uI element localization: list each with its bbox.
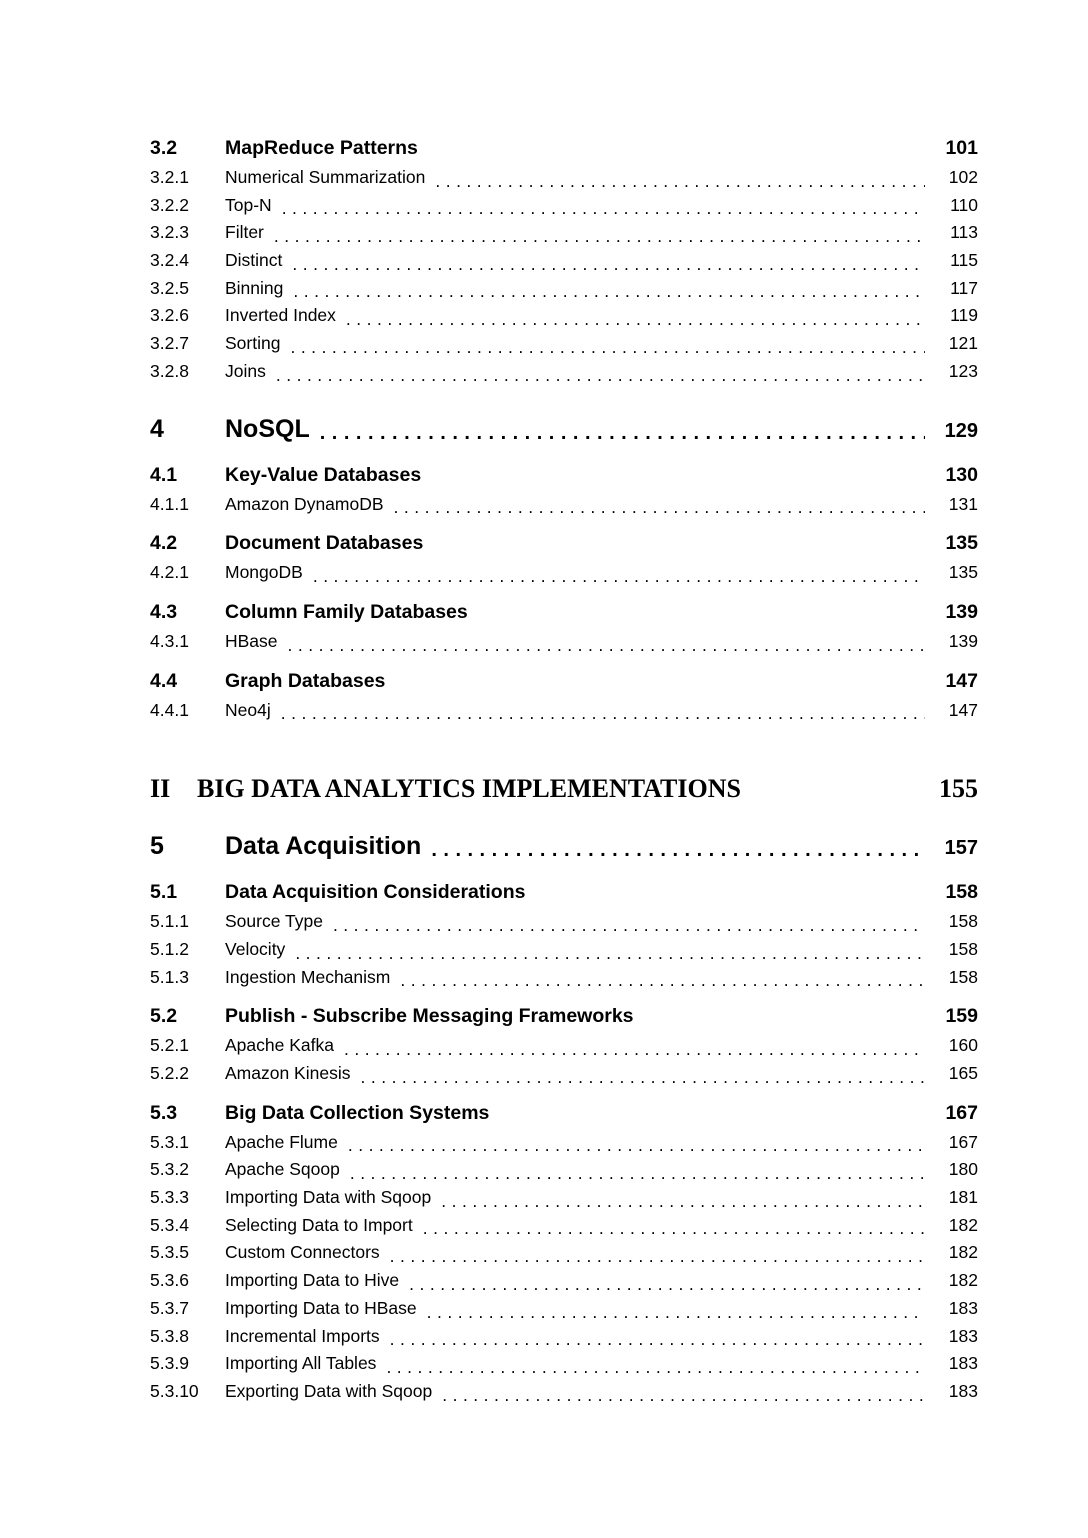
entry-page: 167 xyxy=(945,1101,978,1124)
entry-number: 3.2.7 xyxy=(150,333,189,354)
entry-number: 5.3.8 xyxy=(150,1325,189,1346)
entry-page: 182 xyxy=(948,1270,978,1291)
entry-page: 165 xyxy=(948,1063,978,1083)
entry-page: 183 xyxy=(948,1353,978,1374)
entry-title: Joins xyxy=(225,360,266,381)
toc-entry xyxy=(150,415,978,451)
toc-entry xyxy=(150,1159,978,1187)
entry-title: Distinct xyxy=(225,250,283,271)
dot-leader xyxy=(288,631,925,659)
dot-leader xyxy=(293,278,925,306)
toc-entry xyxy=(150,305,978,333)
entry-number: 5.2.1 xyxy=(150,1035,189,1056)
dot-leader xyxy=(499,1102,925,1130)
dot-leader xyxy=(409,1270,925,1298)
dot-leader xyxy=(751,774,925,814)
dot-leader xyxy=(281,700,925,728)
dot-leader xyxy=(433,532,925,560)
dot-leader xyxy=(360,1063,925,1091)
toc-entry xyxy=(150,1242,978,1270)
entry-title: Top-N xyxy=(225,194,272,215)
entry-page: 110 xyxy=(950,194,978,215)
entry-number: 4 xyxy=(150,414,164,443)
dot-leader xyxy=(394,494,925,522)
entry-title: Neo4j xyxy=(225,699,271,720)
entry-page: 102 xyxy=(948,167,978,187)
toc-entry xyxy=(150,1326,978,1354)
entry-page: 135 xyxy=(945,532,978,555)
table-of-contents xyxy=(150,126,978,1409)
entry-page: 167 xyxy=(948,1131,978,1152)
entry-page: 101 xyxy=(945,137,978,159)
entry-title: Apache Kafka xyxy=(225,1035,334,1056)
toc-entry xyxy=(150,195,978,223)
entry-number: 5.1.1 xyxy=(150,911,189,932)
entry-title: Filter xyxy=(225,222,264,243)
toc-entry xyxy=(150,1381,978,1409)
toc-entry xyxy=(150,967,978,995)
entry-title: Amazon Kinesis xyxy=(225,1063,351,1083)
entry-title: BIG DATA ANALYTICS IMPLEMENTATIONS xyxy=(197,774,741,804)
entry-page: 119 xyxy=(950,305,978,326)
entry-number: 5 xyxy=(150,832,164,861)
dot-leader xyxy=(644,1005,925,1033)
toc-entry xyxy=(150,137,978,165)
entry-title: Sorting xyxy=(225,333,281,354)
toc-entry xyxy=(150,1132,978,1160)
entry-number: II xyxy=(150,774,171,804)
entry-number: 3.2.1 xyxy=(150,167,189,187)
entry-title: Publish - Subscribe Messaging Frameworks xyxy=(225,1005,634,1028)
toc-entry xyxy=(150,911,978,939)
dot-leader xyxy=(423,1215,925,1243)
dot-leader xyxy=(431,832,925,868)
entry-number: 5.2 xyxy=(150,1005,178,1028)
entry-page: 183 xyxy=(948,1380,978,1401)
dot-leader xyxy=(346,305,925,333)
entry-number: 3.2.3 xyxy=(150,222,189,243)
entry-number: 3.2.6 xyxy=(150,305,189,326)
entry-number: 5.3.2 xyxy=(150,1159,189,1180)
entry-number: 5.1.2 xyxy=(150,938,189,959)
entry-number: 5.3.4 xyxy=(150,1214,189,1235)
entry-number: 4.4 xyxy=(150,669,178,692)
entry-page: 131 xyxy=(948,493,978,514)
entry-number: 5.3.6 xyxy=(150,1270,189,1291)
entry-title: NoSQL xyxy=(225,414,310,443)
entry-number: 4.3.1 xyxy=(150,630,189,651)
toc-entry xyxy=(150,1005,978,1033)
entry-page: 155 xyxy=(939,774,978,804)
toc-entry xyxy=(150,333,978,361)
entry-title: Importing Data with Sqoop xyxy=(225,1187,432,1208)
dot-leader xyxy=(350,1159,925,1187)
dot-leader xyxy=(390,1242,925,1270)
entry-number: 3.2 xyxy=(150,137,178,159)
entry-page: 158 xyxy=(948,938,978,959)
entry-page: 160 xyxy=(948,1035,978,1056)
toc-entry xyxy=(150,167,978,195)
entry-title: Importing All Tables xyxy=(225,1353,377,1374)
entry-number: 4.3 xyxy=(150,600,178,623)
entry-title: Inverted Index xyxy=(225,305,336,326)
entry-page: 135 xyxy=(948,562,978,583)
entry-title: Binning xyxy=(225,277,284,298)
entry-title: Custom Connectors xyxy=(225,1242,380,1263)
entry-page: 158 xyxy=(948,911,978,932)
toc-entry xyxy=(150,601,978,629)
toc-entry xyxy=(150,1270,978,1298)
toc-entry xyxy=(150,1353,978,1381)
entry-page: 121 xyxy=(948,333,978,354)
entry-page: 157 xyxy=(944,837,978,860)
entry-title: Selecting Data to Import xyxy=(225,1214,413,1235)
toc-entry xyxy=(150,1298,978,1326)
entry-title: Graph Databases xyxy=(225,669,386,692)
entry-number: 5.1.3 xyxy=(150,966,189,987)
entry-title: Ingestion Mechanism xyxy=(225,966,391,987)
toc-entry xyxy=(150,250,978,278)
entry-title: Amazon DynamoDB xyxy=(225,493,384,514)
entry-page: 182 xyxy=(948,1214,978,1235)
entry-page: 129 xyxy=(944,419,978,442)
entry-title: Apache Flume xyxy=(225,1131,338,1152)
entry-page: 180 xyxy=(948,1159,978,1180)
entry-number: 3.2.5 xyxy=(150,277,189,298)
entry-number: 4.1.1 xyxy=(150,493,189,514)
toc-entry xyxy=(150,631,978,659)
entry-title: HBase xyxy=(225,630,278,651)
dot-leader xyxy=(478,601,925,629)
entry-title: Importing Data to Hive xyxy=(225,1270,400,1291)
entry-page: 183 xyxy=(948,1297,978,1318)
toc-entry xyxy=(150,670,978,698)
dot-leader xyxy=(442,1381,925,1409)
entry-page: 139 xyxy=(945,600,978,623)
toc-entry xyxy=(150,774,978,814)
dot-leader xyxy=(344,1035,925,1063)
dot-leader xyxy=(535,881,925,909)
entry-number: 5.3.7 xyxy=(150,1297,189,1318)
dot-leader xyxy=(290,333,925,361)
dot-leader xyxy=(282,195,925,223)
entry-title: Apache Sqoop xyxy=(225,1159,340,1180)
toc-entry xyxy=(150,939,978,967)
entry-title: Data Acquisition Considerations xyxy=(225,881,526,904)
entry-number: 5.3 xyxy=(150,1101,178,1124)
entry-page: 158 xyxy=(945,881,978,904)
entry-title: Numerical Summarization xyxy=(225,167,426,187)
toc-entry xyxy=(150,700,978,728)
toc-entry xyxy=(150,1187,978,1215)
dot-leader xyxy=(395,670,925,698)
entry-page: 159 xyxy=(945,1005,978,1028)
entry-number: 3.2.8 xyxy=(150,360,189,381)
toc-entry xyxy=(150,494,978,522)
toc-entry xyxy=(150,1063,978,1091)
entry-number: 3.2.4 xyxy=(150,250,189,271)
entry-number: 4.4.1 xyxy=(150,699,189,720)
entry-title: Importing Data to HBase xyxy=(225,1297,417,1318)
dot-leader xyxy=(386,1353,925,1381)
dot-leader xyxy=(313,562,925,590)
toc-entry xyxy=(150,832,978,868)
dot-leader xyxy=(320,415,925,451)
entry-number: 5.1 xyxy=(150,881,178,904)
entry-title: Document Databases xyxy=(225,532,424,555)
entry-title: Data Acquisition xyxy=(225,832,422,861)
entry-number: 4.2.1 xyxy=(150,562,189,583)
entry-page: 115 xyxy=(950,250,978,271)
entry-page: 123 xyxy=(948,360,978,381)
toc-entry xyxy=(150,464,978,492)
dot-leader xyxy=(292,250,925,278)
dot-leader xyxy=(400,967,925,995)
entry-page: 147 xyxy=(948,699,978,720)
entry-number: 5.3.3 xyxy=(150,1187,189,1208)
entry-number: 5.3.1 xyxy=(150,1131,189,1152)
entry-page: 139 xyxy=(948,630,978,651)
entry-number: 4.2 xyxy=(150,532,178,555)
entry-page: 147 xyxy=(945,669,978,692)
toc-entry xyxy=(150,1215,978,1243)
toc-entry xyxy=(150,1035,978,1063)
entry-title: Velocity xyxy=(225,938,286,959)
toc-entry xyxy=(150,361,978,389)
toc-entry xyxy=(150,881,978,909)
entry-title: Column Family Databases xyxy=(225,600,468,623)
entry-page: 182 xyxy=(948,1242,978,1263)
entry-number: 4.1 xyxy=(150,463,178,486)
entry-title: Big Data Collection Systems xyxy=(225,1101,490,1124)
entry-title: Source Type xyxy=(225,911,323,932)
entry-title: Incremental Imports xyxy=(225,1325,380,1346)
entry-page: 130 xyxy=(945,463,978,486)
dot-leader xyxy=(441,1187,925,1215)
toc-entry xyxy=(150,278,978,306)
dot-leader xyxy=(428,137,925,165)
entry-title: Exporting Data with Sqoop xyxy=(225,1380,433,1401)
entry-page: 117 xyxy=(950,277,978,298)
entry-number: 3.2.2 xyxy=(150,194,189,215)
dot-leader xyxy=(274,222,925,250)
entry-page: 183 xyxy=(948,1325,978,1346)
toc-entry xyxy=(150,562,978,590)
entry-title: MapReduce Patterns xyxy=(225,137,418,159)
entry-title: MongoDB xyxy=(225,562,303,583)
dot-leader xyxy=(431,464,925,492)
entry-page: 113 xyxy=(950,222,978,243)
entry-page: 158 xyxy=(948,966,978,987)
dot-leader xyxy=(390,1326,925,1354)
dot-leader xyxy=(348,1132,925,1160)
entry-page: 181 xyxy=(948,1187,978,1208)
dot-leader xyxy=(276,361,925,389)
entry-title: Key-Value Databases xyxy=(225,463,422,486)
entry-number: 5.3.10 xyxy=(150,1380,199,1401)
dot-leader xyxy=(435,167,925,195)
toc-entry xyxy=(150,532,978,560)
entry-number: 5.3.9 xyxy=(150,1353,189,1374)
entry-number: 5.2.2 xyxy=(150,1063,189,1083)
entry-number: 5.3.5 xyxy=(150,1242,189,1263)
dot-leader xyxy=(427,1298,925,1326)
toc-entry xyxy=(150,1102,978,1130)
dot-leader xyxy=(333,911,925,939)
toc-entry xyxy=(150,222,978,250)
dot-leader xyxy=(295,939,925,967)
